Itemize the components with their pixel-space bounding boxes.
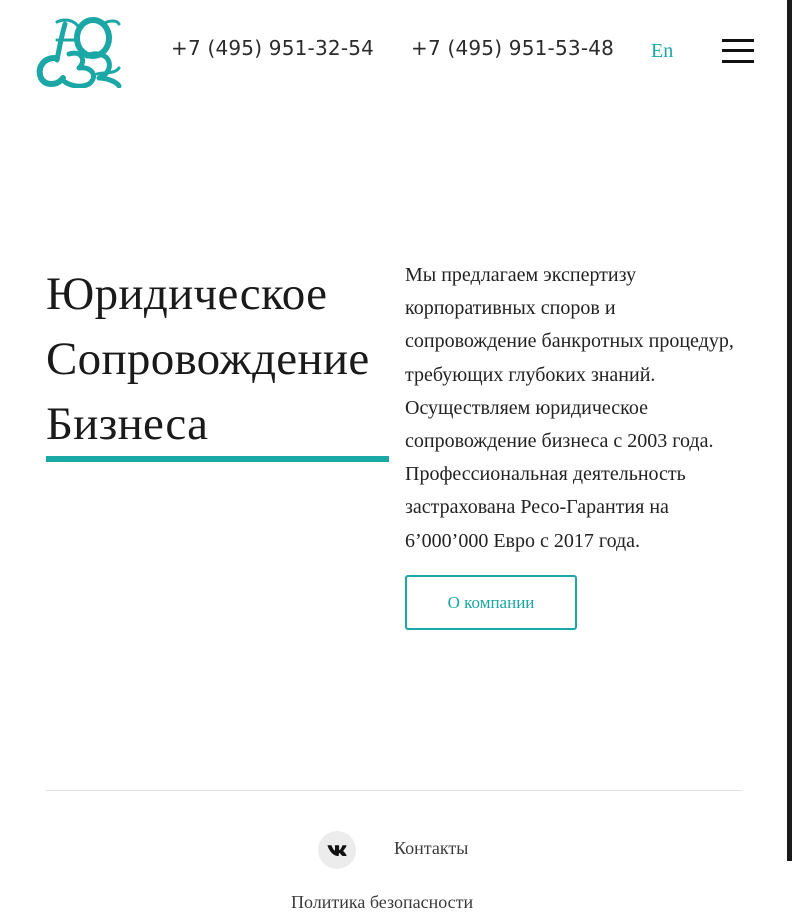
vk-social-button[interactable] xyxy=(318,831,356,869)
hero-title-underline xyxy=(46,456,389,462)
page-edge-bar xyxy=(787,0,792,861)
hero-title-line: Юридическое xyxy=(46,268,328,320)
hamburger-line xyxy=(722,60,754,63)
hero-title-line: Бизнеса xyxy=(46,398,209,450)
phone-link-1[interactable]: +7 (495) 951-32-54 xyxy=(171,36,375,60)
hero-title-line: Сопровождение xyxy=(46,333,370,385)
contacts-link[interactable]: Контакты xyxy=(394,838,469,858)
footer-divider xyxy=(46,790,742,791)
logo[interactable] xyxy=(35,16,123,88)
hamburger-line xyxy=(722,39,754,42)
hero-title xyxy=(46,262,389,457)
hero-description: Мы предлагаем экспертизу корпоративных споров и сопровождение банкротных процедур, требующих глубоких знаний. Осуществляем юридическое сопровождение бизнеса с 2003 года. Профессиональная деятельность застрахована Ресо-Гарантия на 6’000’000 Евро с 2017 года. xyxy=(405,264,734,552)
yus-monogram-logo-icon xyxy=(35,16,123,88)
hamburger-menu-icon[interactable] xyxy=(722,39,754,63)
vk-icon xyxy=(327,844,347,856)
about-company-button[interactable]: О компании xyxy=(405,575,577,630)
privacy-policy-link[interactable]: Политика безопасности xyxy=(291,892,474,912)
hamburger-line xyxy=(722,49,754,52)
phone-link-2[interactable]: +7 (495) 951-53-48 xyxy=(411,36,615,60)
language-switch-link[interactable]: En xyxy=(651,40,674,62)
